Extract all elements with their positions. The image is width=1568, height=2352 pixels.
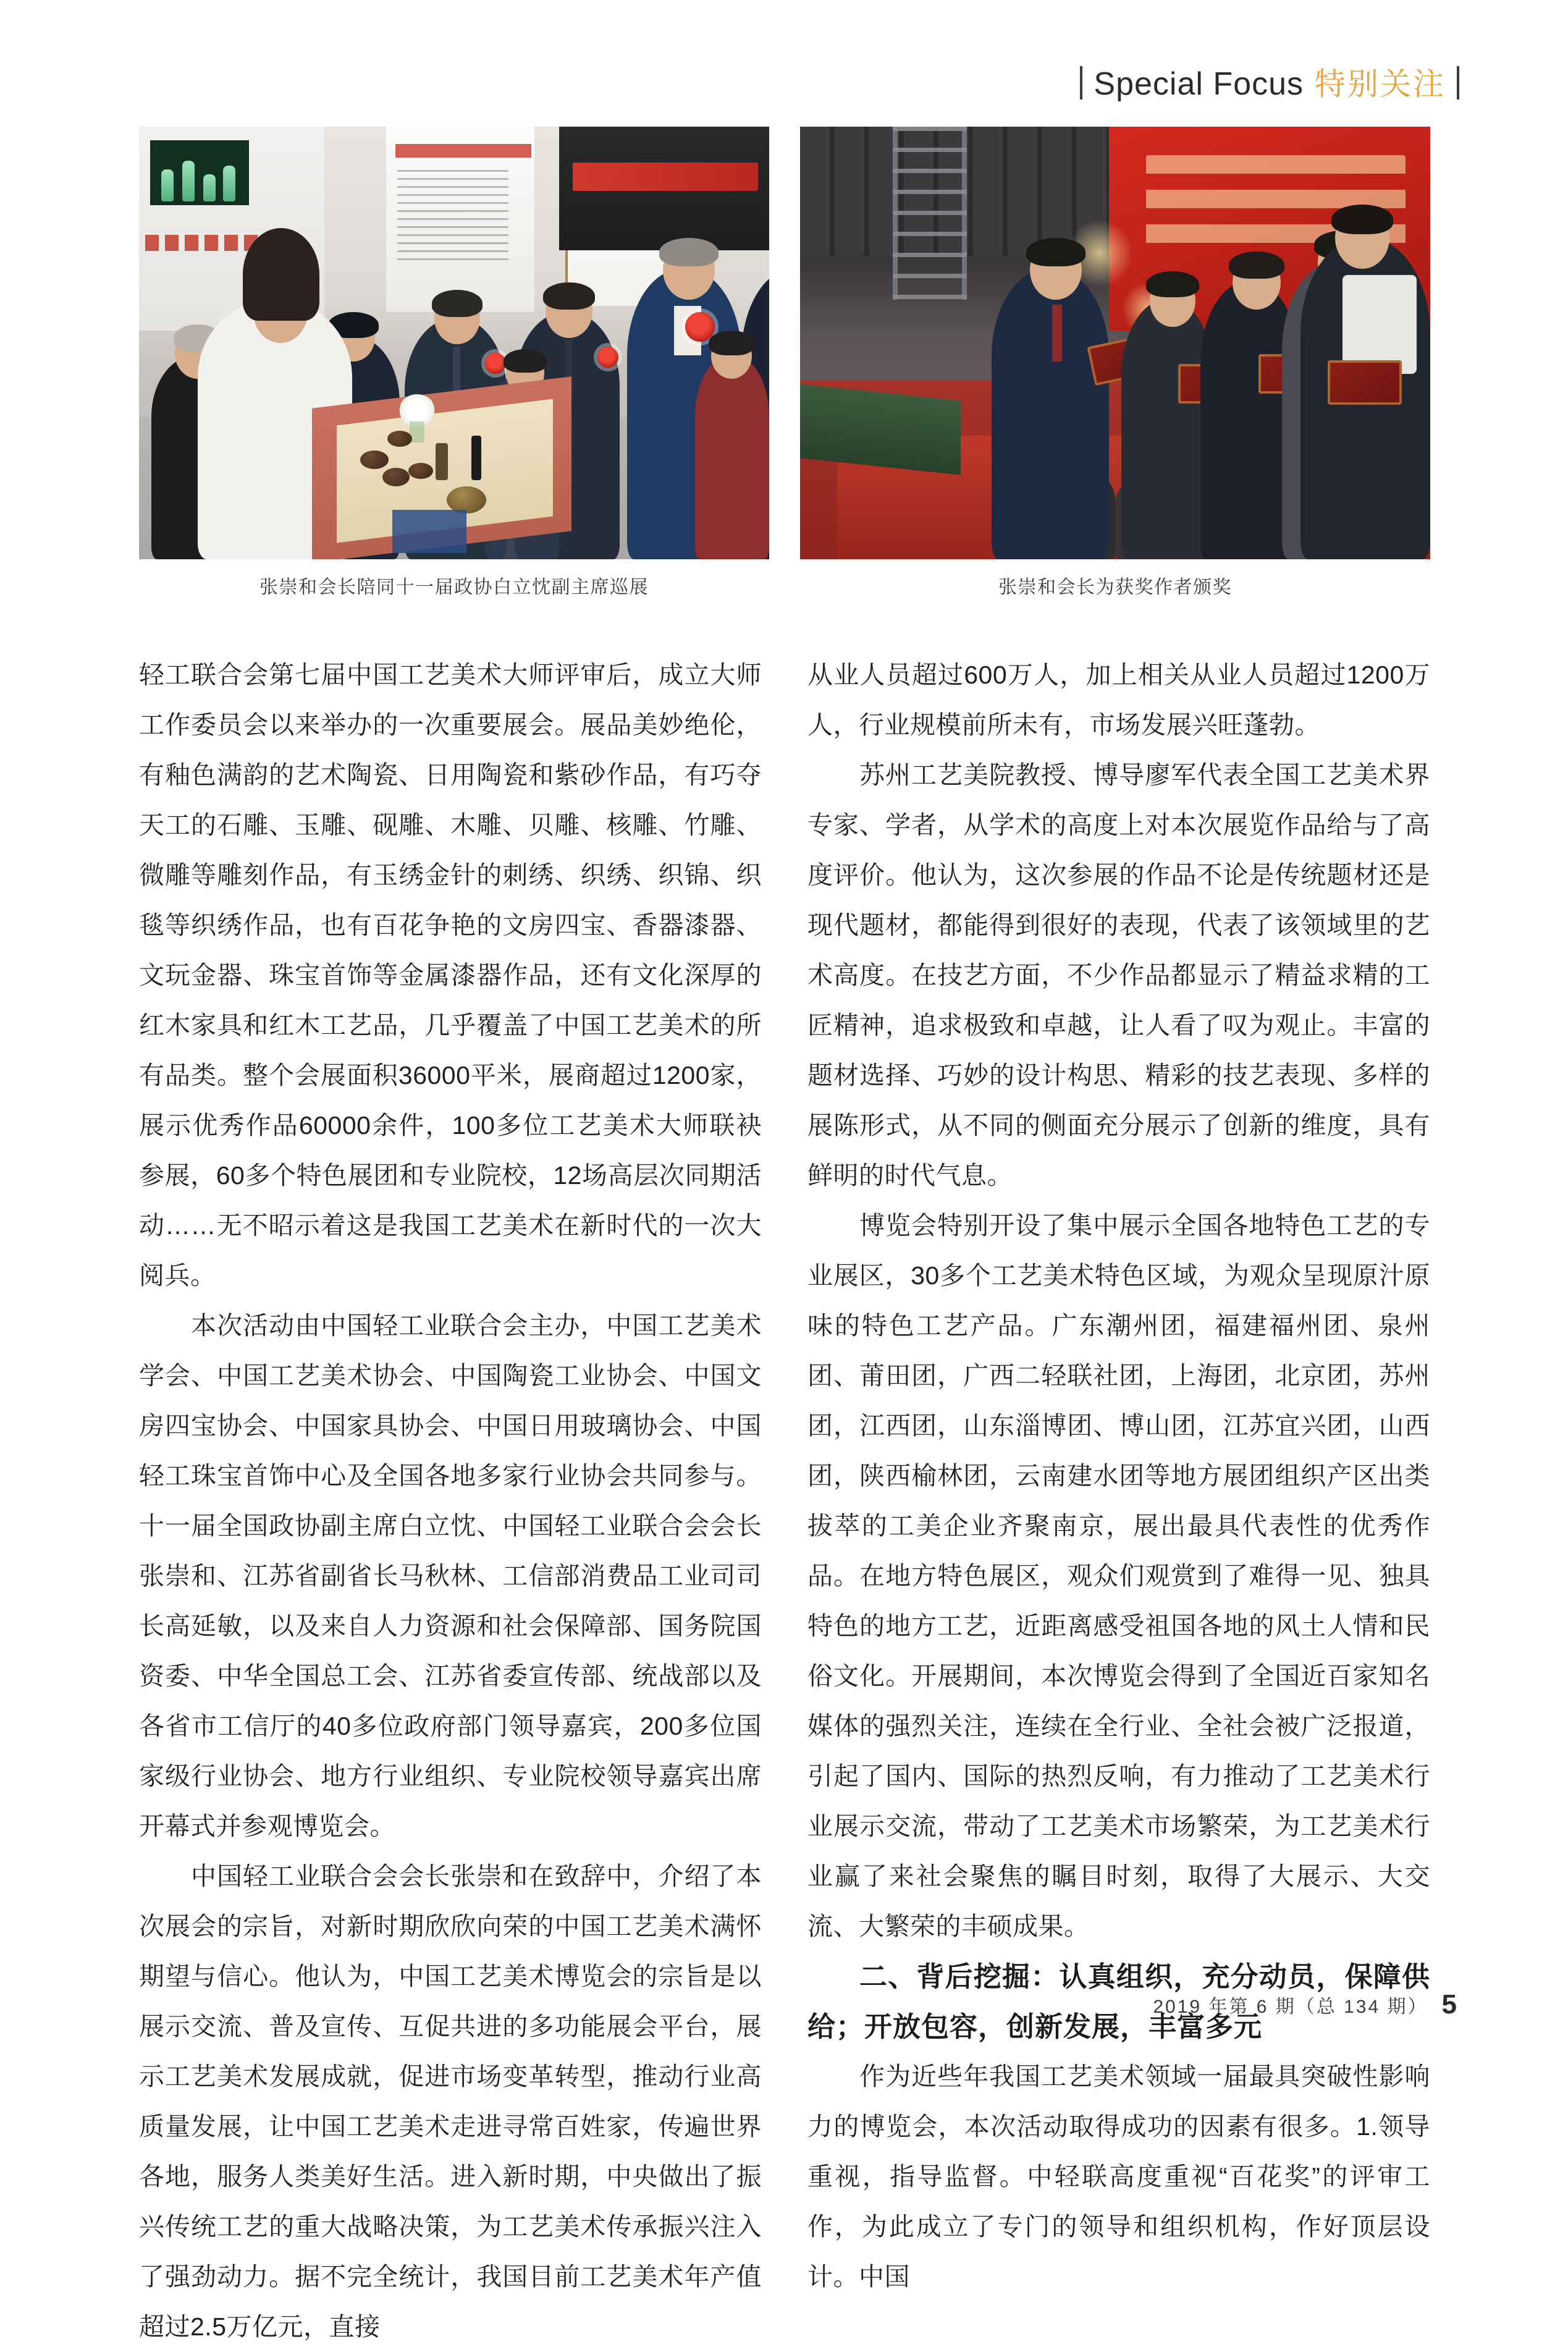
running-head-right-rule xyxy=(1457,66,1459,99)
paragraph: 本次活动由中国轻工业联合会主办，中国工艺美术学会、中国工艺美术协会、中国陶瓷工业协会、中国文房四宝协会、中国家具协会、中国日用玻璃协会、中国轻工珠宝首饰中心及全国各地多家行业协会共同参与。十一届全国政协副主席白立忱、中国轻工业联合会会长张崇和、江苏省副省长马秋林、工信部消费品工业司司长高延敏，以及来自人力资源和社会保障部、国务院国资委、中华全国总工会、江苏省委宣传部、统战部以及各省市工信厅的40多位政府部门领导嘉宾，200多位国家级行业协会、地方行业组织、专业院校领导嘉宾出席开幕式并参观博览会。 xyxy=(139,1311,762,1840)
figure-exhibition-walkthrough xyxy=(139,127,769,599)
section-heading: 二、背后挖掘：认真组织，充分动员，保障供给；开放包容，创新发展，丰富多元 xyxy=(807,1961,1430,2042)
page-number: 5 xyxy=(1441,1989,1457,2020)
figure-award-ceremony xyxy=(800,127,1430,599)
paragraph: 中国轻工业联合会会长张崇和在致辞中，介绍了本次展会的宗旨，对新时期欣欣向荣的中国工艺美术满怀期望与信心。他认为，中国工艺美术博览会的宗旨是以展示交流、普及宣传、互促共进的多功能展会平台，展示工艺美术发展成就，促进市场变革转型，推动行业高质量发展，让中国工艺美术走进寻常百姓家，传遍世界各地，服务人类美好生活。进入新时期，中央做出了振兴传统工艺的重大战略决策，为工艺美术传承振兴注入了强劲动力。据不完全统计，我国目前工艺美术年产值超过2.5万亿元，直接 xyxy=(139,1862,762,2341)
body-columns xyxy=(139,650,1430,2352)
running-head-left-rule xyxy=(1080,66,1082,99)
paragraph: 作为近些年我国工艺美术领域一届最具突破性影响力的博览会，本次活动取得成功的因素有很多。1.领导重视，指导监督。中轻联高度重视“百花奖”的评审工作，为此成立了专门的领导和组织机构，作好顶层设计。中国 xyxy=(807,2062,1430,2291)
paragraph: 苏州工艺美院教授、博导廖军代表全国工艺美术界专家、学者，从学术的高度上对本次展览作品给与了高度评价。他认为，这次参展的作品不论是传统题材还是现代题材，都能得到很好的表现，代表了该领域里的艺术高度。在技艺方面，不少作品都显示了精益求精的工匠精神，追求极致和卓越，让人看了叹为观止。丰富的题材选择、巧妙的设计构思、精彩的技艺表现、多样的展陈形式，从不同的侧面充分展示了创新的维度，具有鲜明的时代气息。 xyxy=(807,761,1430,1190)
paragraph: 轻工联合会第七届中国工艺美术大师评审后，成立大师工作委员会以来举办的一次重要展会。展品美妙绝伦，有釉色满韵的艺术陶瓷、日用陶瓷和紫砂作品，有巧夺天工的石雕、玉雕、砚雕、木雕、贝雕、核雕、竹雕、微雕等雕刻作品，有玉绣金针的刺绣、织绣、织锦、织毯等织绣作品，也有百花争艳的文房四宝、香器漆器、文玩金器、珠宝首饰等金属漆器作品，还有文化深厚的红木家具和红木工艺品，几乎覆盖了中国工艺美术的所有品类。整个会展面积36000平米，展商超过1200家，展示优秀作品60000余件，100多位工艺美术大师联袂参展，60多个特色展团和专业院校，12场高层次同期活动……无不昭示着这是我国工艺美术在新时代的一次大阅兵。 xyxy=(139,661,762,1290)
figure-caption: 张崇和会长为获奖作者颁奖 xyxy=(998,577,1232,598)
exhibition-walkthrough-photo xyxy=(139,127,769,559)
running-head-english: Special Focus xyxy=(1094,66,1304,102)
running-head-chinese: 特别关注 xyxy=(1315,67,1446,101)
paragraph: 从业人员超过600万人，加上相关从业人员超过1200万人，行业规模前所未有，市场发展兴旺蓬勃。 xyxy=(807,661,1430,739)
page-footer xyxy=(1153,1991,1457,2018)
figure-caption: 张崇和会长陪同十一届政协白立忱副主席巡展 xyxy=(259,577,649,598)
running-head xyxy=(1080,59,1459,104)
photo-row xyxy=(139,127,1430,599)
left-column xyxy=(139,650,762,2352)
paragraph: 博览会特别开设了集中展示全国各地特色工艺的专业展区，30多个工艺美术特色区域，为观众呈现原汁原味的特色工艺产品。广东潮州团，福建福州团、泉州团、莆田团，广西二轻联社团，上海团，北京团，苏州团，江西团，山东淄博团、博山团，江苏宜兴团，山西团，陕西榆林团，云南建水团等地方展团组织产区出类拔萃的工美企业齐聚南京，展出最具代表性的优秀作品。在地方特色展区，观众们观赏到了难得一见、独具特色的地方工艺，近距离感受祖国各地的风土人情和民俗文化。开展期间，本次博览会得到了全国近百家知名媒体的强烈关注，连续在全行业、全社会被广泛报道，引起了国内、国际的热烈反响，有力推动了工艺美术行业展示交流，带动了工艺美术市场繁荣，为工艺美术行业赢了来社会聚焦的瞩目时刻，取得了大展示、大交流、大繁荣的丰硕成果。 xyxy=(807,1211,1430,1940)
right-column xyxy=(807,650,1430,2352)
issue-line: 2019 年第 6 期（总 134 期） xyxy=(1153,1997,1428,2017)
award-ceremony-photo xyxy=(800,127,1430,559)
